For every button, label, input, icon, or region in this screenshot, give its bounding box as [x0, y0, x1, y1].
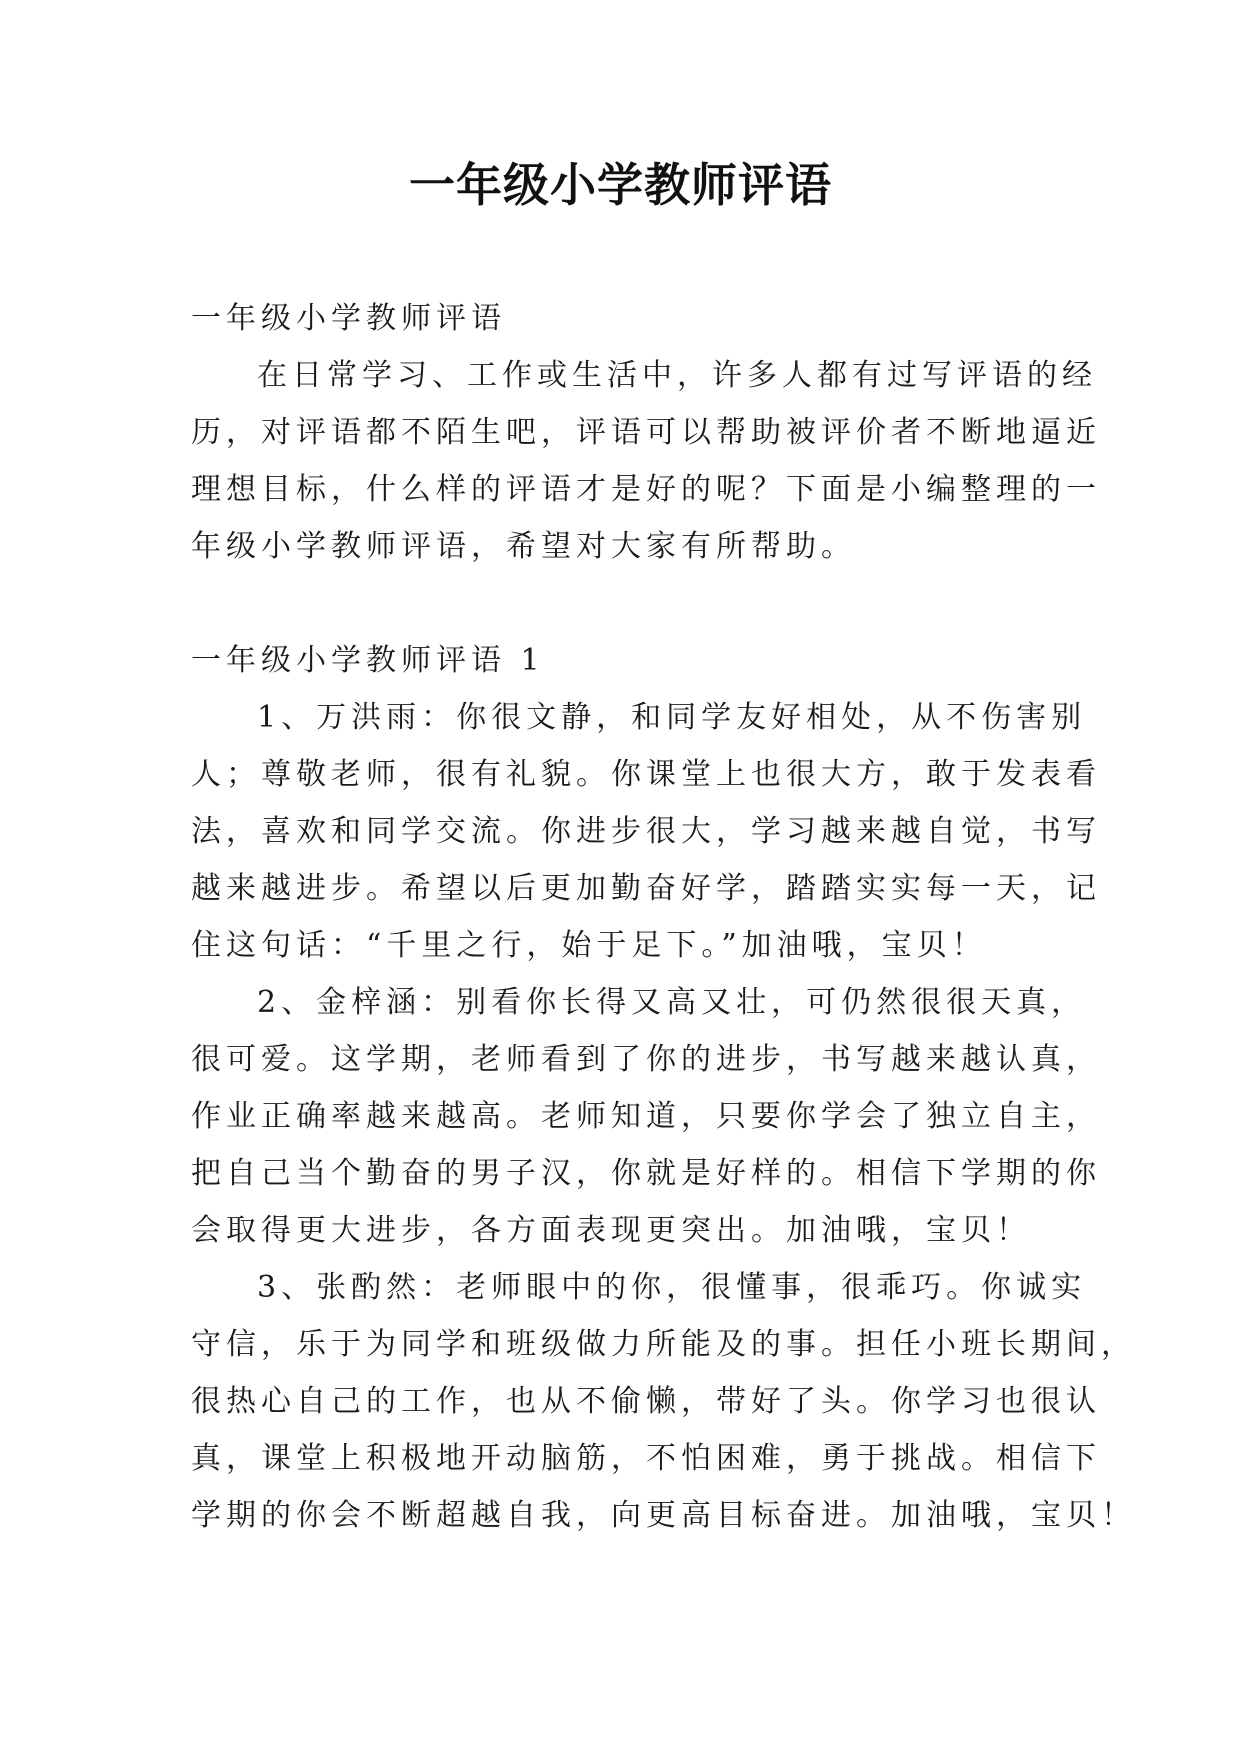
comment-line: 把自己当个勤奋的男子汉，你就是好样的。相信下学期的你 [191, 1156, 1101, 1191]
intro-line: 在日常学习、工作或生活中，许多人都有过写评语的经 [257, 358, 1097, 393]
comment-line: 真，课堂上积极地开动脑筋，不怕困难，勇于挑战。相信下 [191, 1441, 1101, 1476]
comment-line: 守信，乐于为同学和班级做力所能及的事。担任小班长期间， [191, 1327, 1136, 1362]
comment-line: 法，喜欢和同学交流。你进步很大，学习越来越自觉，书写 [191, 814, 1101, 849]
intro-line: 理想目标，什么样的评语才是好的呢？下面是小编整理的一 [191, 472, 1101, 507]
comment-paragraph-3 [191, 1259, 1136, 1544]
comment-line: 越来越进步。希望以后更加勤奋好学，踏踏实实每一天，记 [191, 871, 1101, 906]
page-title: 一年级小学教师评语 [409, 158, 832, 212]
paragraph-gap [191, 575, 1051, 632]
document-body [191, 290, 1136, 1544]
intro-line: 年级小学教师评语，希望对大家有所帮助。 [191, 529, 856, 564]
comment-line: 人；尊敬老师，很有礼貌。你课堂上也很大方，敢于发表看 [191, 757, 1101, 792]
document-subtitle: 一年级小学教师评语 [191, 301, 506, 336]
comment-line: 会取得更大进步，各方面表现更突出。加油哦，宝贝！ [191, 1213, 1031, 1248]
section-heading: 一年级小学教师评语 1 [191, 643, 545, 678]
comment-line: 2、金梓涵：别看你长得又高又壮，可仍然很很天真， [257, 985, 1087, 1020]
comment-paragraph-1 [191, 689, 1101, 974]
comment-line: 很热心自己的工作，也从不偷懒，带好了头。你学习也很认 [191, 1384, 1101, 1419]
comment-line: 住这句话：“千里之行，始于足下。”加油哦，宝贝！ [191, 928, 987, 963]
comment-line: 3、张酌然：老师眼中的你，很懂事，很乖巧。你诚实 [257, 1270, 1087, 1305]
comment-paragraph-2 [191, 974, 1101, 1259]
intro-line: 历，对评语都不陌生吧，评语可以帮助被评价者不断地逼近 [191, 415, 1101, 450]
comment-line: 1、万洪雨：你很文静，和同学友好相处，从不伤害别 [257, 700, 1087, 735]
comment-line: 作业正确率越来越高。老师知道，只要你学会了独立自主， [191, 1099, 1101, 1134]
intro-paragraph [191, 347, 1101, 575]
comment-line: 很可爱。这学期，老师看到了你的进步，书写越来越认真， [191, 1042, 1101, 1077]
comment-line: 学期的你会不断超越自我，向更高目标奋进。加油哦，宝贝！ [191, 1498, 1136, 1533]
